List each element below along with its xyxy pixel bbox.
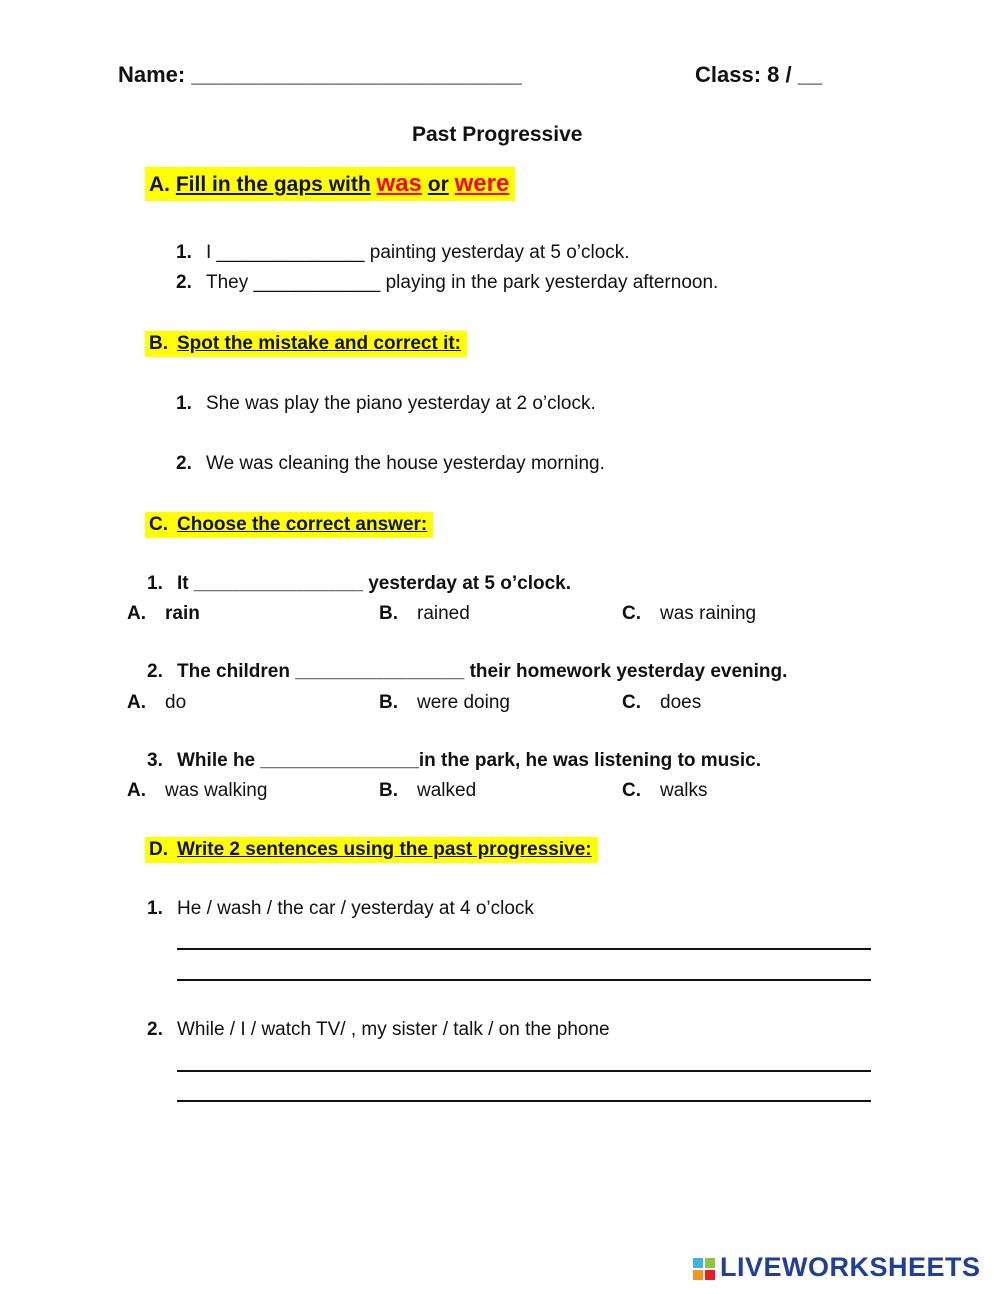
section-b-item-2 [176,453,605,475]
option-letter: C. [622,692,641,713]
q3-option-c[interactable] [622,780,708,802]
section-a-item-1 [176,242,630,264]
option-letter: A. [127,603,146,624]
q3-option-a[interactable] [127,780,267,802]
word-were: were [454,170,510,197]
question-text: While he _______________in the park, he was listening to music. [177,750,761,771]
option-text: was walking [165,780,268,801]
section-b-letter: B. [149,333,168,354]
item-text: We was cleaning the house yesterday morning. [206,453,605,474]
option-text: rained [417,603,470,624]
section-a-letter: A. [149,173,170,196]
question-number: 1. [147,573,163,594]
class-field-label: Class: 8 / __ [695,62,823,87]
section-c-letter: C. [149,514,168,535]
word-was: was [376,170,422,197]
item-text: She was play the piano yesterday at 2 o’clock. [206,393,596,414]
liveworksheets-logo: LIVEWORKSHEETS [720,1252,981,1282]
liveworksheets-logo-icon [693,1258,717,1282]
option-text: do [165,692,187,713]
question-text: The children ________________ their homework yesterday evening. [177,661,788,682]
q2-option-b[interactable] [379,692,510,714]
section-b-item-1 [176,393,596,415]
option-text: walked [417,780,477,801]
question-2 [147,661,787,683]
option-text: does [660,692,702,713]
item-number: 1. [176,242,192,263]
q1-option-b[interactable] [379,603,470,625]
item-text: He / wash / the car / yesterday at 4 o’clock [177,898,534,919]
answer-line[interactable] [177,948,871,950]
option-letter: A. [127,780,146,801]
option-text: was raining [660,603,757,624]
q1-option-a[interactable] [127,603,200,625]
option-letter: C. [622,780,641,801]
item-text: They ____________ playing in the park yesterday afternoon. [206,272,719,293]
option-text: were doing [417,692,510,713]
q1-option-c[interactable] [622,603,756,625]
item-number: 1. [176,393,192,414]
word-or: or [427,173,449,196]
answer-line[interactable] [177,979,871,981]
option-text: walks [660,780,708,801]
q2-option-a[interactable] [127,692,186,714]
question-3 [147,750,761,772]
section-a-item-2 [176,272,718,294]
q3-option-b[interactable] [379,780,476,802]
page-title: Past Progressive [412,123,583,146]
option-letter: B. [379,692,398,713]
option-letter: A. [127,692,146,713]
item-text: I ______________ painting yesterday at 5 o’clock. [206,242,630,263]
item-text: While / I / watch TV/ , my sister / talk / on the phone [177,1019,610,1040]
item-number: 1. [147,898,163,919]
answer-line[interactable] [177,1100,871,1102]
question-number: 2. [147,661,163,682]
option-text: rain [165,603,200,624]
section-c-heading [145,512,433,538]
answer-line[interactable] [177,1070,871,1072]
section-d-item-2 [147,1019,610,1041]
option-letter: C. [622,603,641,624]
item-number: 2. [176,453,192,474]
section-b-heading [145,331,467,357]
section-c-heading-text: Choose the correct answer: [177,514,428,535]
section-d-heading-text: Write 2 sentences using the past progressive: [177,839,592,860]
question-1 [147,573,571,595]
section-d-heading [145,837,598,863]
item-number: 2. [147,1019,163,1040]
option-letter: B. [379,603,398,624]
section-d-letter: D. [149,839,168,860]
section-a-heading-text: Fill in the gaps with [175,173,371,196]
name-field-label: Name: ___________________________ [118,62,522,87]
section-d-item-1 [147,898,534,920]
section-a-heading [145,167,515,201]
question-text: It ________________ yesterday at 5 o’clock. [177,573,572,594]
question-number: 3. [147,750,163,771]
q2-option-c[interactable] [622,692,701,714]
section-b-heading-text: Spot the mistake and correct it: [177,333,462,354]
item-number: 2. [176,272,192,293]
option-letter: B. [379,780,398,801]
